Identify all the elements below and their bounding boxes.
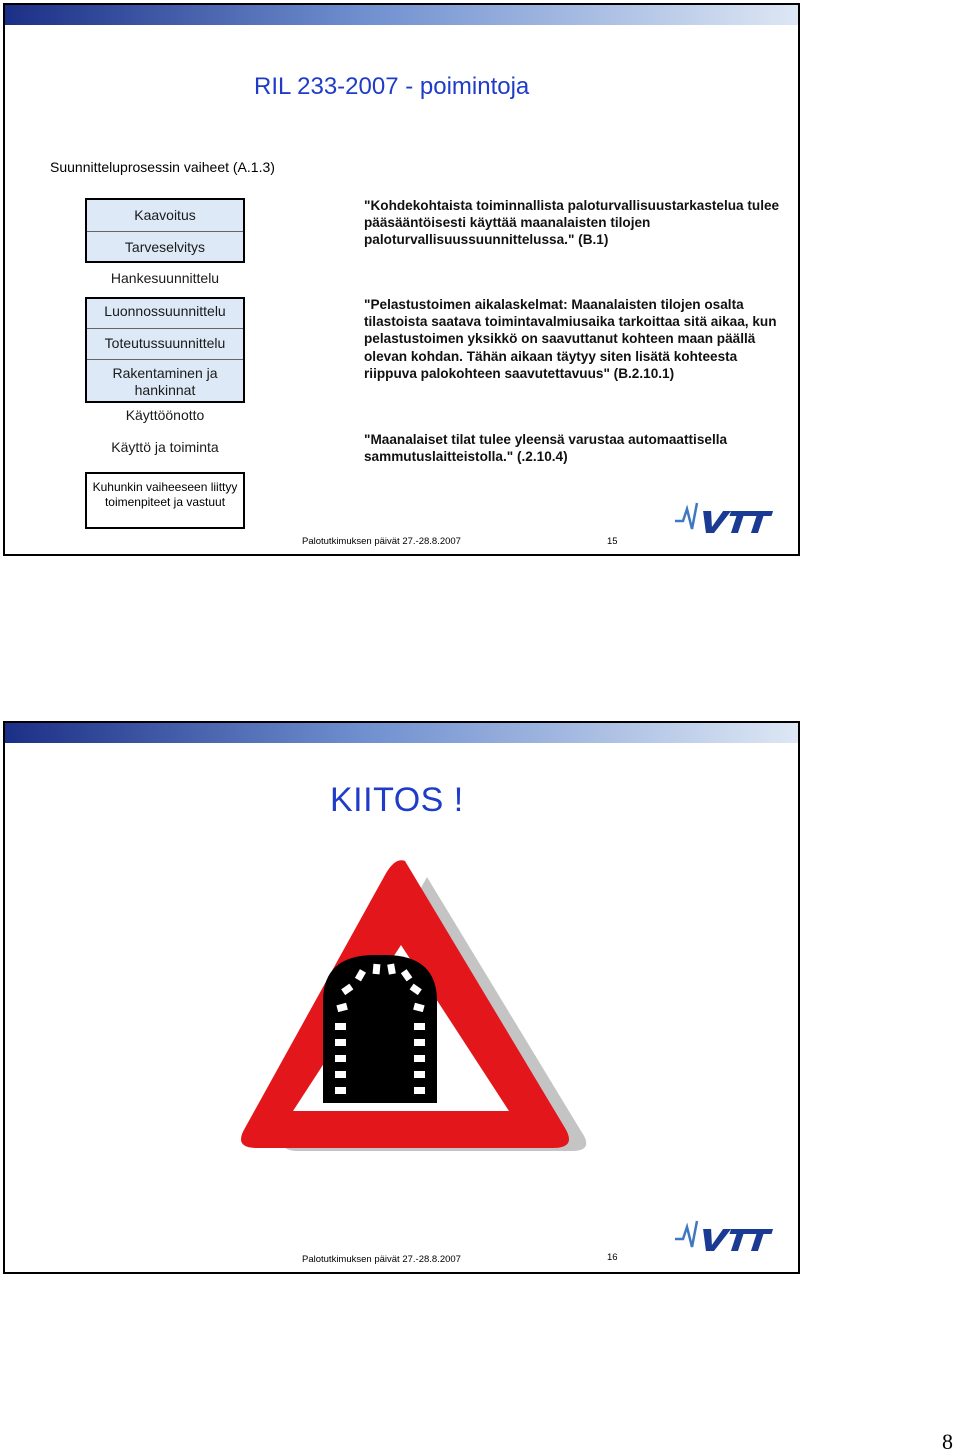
- phase-item: Hankesuunnittelu: [110, 270, 220, 286]
- slide-subtitle: Suunnitteluprosessin vaiheet (A.1.3): [50, 159, 275, 175]
- phase-item: Käyttö ja toiminta: [111, 439, 219, 455]
- vtt-logo: [673, 499, 773, 540]
- quote-b2-10-1: "Pelastustoimen aikalaskelmat: Maanalaisten tilojen osalta tilastoista saatava toimintavalmiusaika tarkoittaa sitä aikaa, kun pelastustoimen yksikkö on saavuttanut kohteen maan päällä olevan kohdan. Tähän aikaan täytyy siten lisätä kohteesta riippuva palokohteen saavutettavuus" (B.2.10.1): [364, 297, 777, 381]
- page-number: 8: [942, 1429, 953, 1454]
- slide-header-bar: [5, 5, 798, 25]
- phase-item: Luonnossuunnittelu: [104, 303, 226, 319]
- slide-15: [3, 3, 800, 556]
- phase-item: Tarveselvitys: [124, 239, 206, 255]
- slide-footer: Palotutkimuksen päivät 27.-28.8.2007: [302, 1254, 461, 1265]
- slide-number: 15: [607, 536, 618, 547]
- slide-title: RIL 233-2007 - poimintoja: [254, 73, 530, 100]
- slide-title: KIITOS !: [330, 781, 464, 819]
- slide-footer: Palotutkimuksen päivät 27.-28.8.2007: [302, 536, 461, 547]
- responsibility-box: Kuhunkin vaiheeseen liittyy toimenpiteet ja vastuut: [85, 472, 245, 529]
- slide-number: 16: [607, 1252, 618, 1263]
- quote-b1: "Kohdekohtaista toiminnallista paloturvallisuustarkastelua tulee pääsääntöisesti käyttää maanalaisten tilojen paloturvallisuussuunnittelussa." (B.1): [364, 198, 780, 248]
- slide-16: [3, 721, 800, 1274]
- phase-group-planning: [85, 198, 245, 263]
- phase-item: Käyttöönotto: [125, 407, 205, 423]
- phase-item: Toteutussuunnittelu: [104, 335, 226, 351]
- phase-item: Kaavoitus: [134, 207, 196, 223]
- quote-2-10-4: "Maanalaiset tilat tulee yleensä varustaa automaattisella sammutuslaitteistolla." (.2.10.4): [364, 432, 728, 465]
- phase-group-design: [85, 297, 245, 403]
- vtt-logo: [673, 1217, 773, 1258]
- phase-item: Rakentaminen ja hankinnat: [112, 365, 218, 398]
- tunnel-warning-sign-icon: [5, 723, 798, 1281]
